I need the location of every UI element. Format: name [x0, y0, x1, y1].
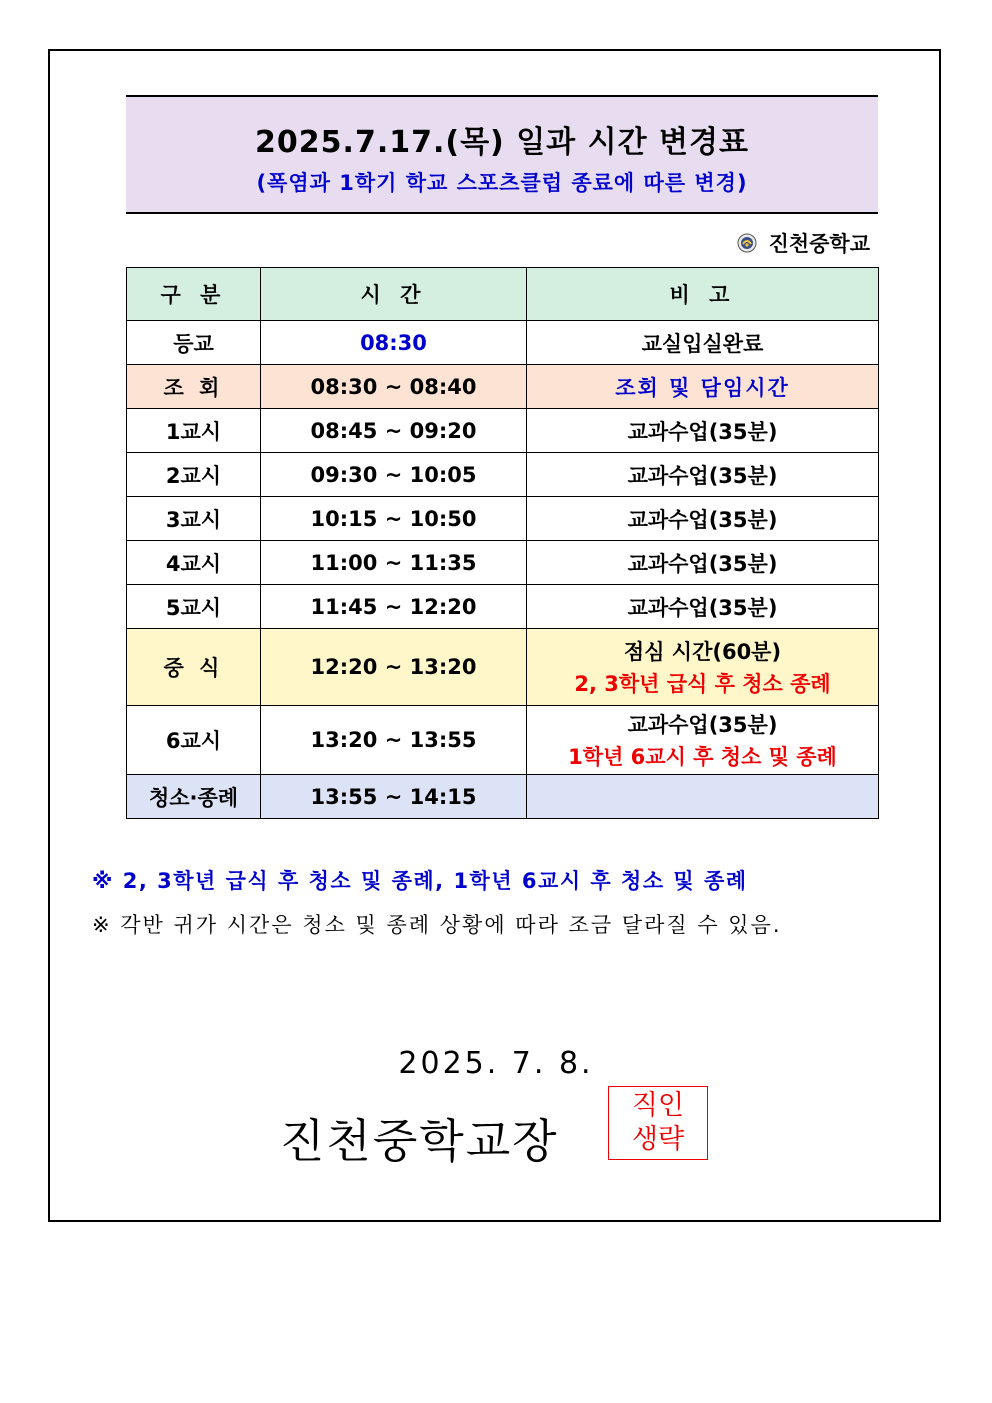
document-title: 2025.7.17.(목) 일과 시간 변경표: [255, 125, 749, 160]
note-line-1: ※ 2, 3학년 급식 후 청소 및 종례, 1학년 6교시 후 청소 및 종례: [92, 869, 748, 893]
table-row: [127, 321, 879, 365]
note-cell: 교과수업(35분): [527, 497, 879, 541]
period-cell: 2교시: [127, 453, 261, 497]
time-cell: 08:30: [261, 321, 527, 365]
column-header-time: 시 간: [261, 268, 527, 321]
table-row: [127, 775, 879, 819]
notes-block: [92, 865, 782, 939]
period-cell: 6교시: [127, 706, 261, 775]
period-cell: 3교시: [127, 497, 261, 541]
note-cell: 교과수업(35분): [527, 453, 879, 497]
period-cell: 4교시: [127, 541, 261, 585]
note-cell: 교과수업(35분): [527, 409, 879, 453]
time-cell: 13:20 ~ 13:55: [261, 706, 527, 775]
table-row: [127, 497, 879, 541]
period-cell: 5교시: [127, 585, 261, 629]
column-header-note: 비 고: [527, 268, 879, 321]
time-cell: 08:30 ~ 08:40: [261, 365, 527, 409]
principal-title: 진천중학교장: [280, 1114, 559, 1168]
stamp-line-1: 직인: [631, 1090, 685, 1121]
note-line-2: ※ 각반 귀가 시간은 청소 및 종례 상황에 따라 조금 달라질 수 있음.: [92, 913, 782, 937]
note-line: 점심 시간(60분): [623, 640, 782, 664]
note-cell: 교실입실완료: [527, 321, 879, 365]
period-cell: 청소·종례: [127, 775, 261, 819]
period-cell: 중 식: [127, 629, 261, 706]
table-header-row: [127, 268, 879, 321]
title-box: [126, 95, 878, 214]
time-cell: 09:30 ~ 10:05: [261, 453, 527, 497]
note-line: 교과수업(35분): [627, 713, 778, 737]
note-line-red: 2, 3학년 급식 후 청소 종례: [574, 672, 831, 696]
school-emblem-icon: [737, 233, 757, 253]
note-cell: 교과수업(35분): [527, 541, 879, 585]
table-row: [127, 706, 879, 775]
time-cell: 11:45 ~ 12:20: [261, 585, 527, 629]
period-cell: 등교: [127, 321, 261, 365]
stamp-line-2: 생략: [631, 1124, 685, 1155]
table-row: [127, 409, 879, 453]
time-cell: 13:55 ~ 14:15: [261, 775, 527, 819]
note-cell: 조회 및 담임시간: [527, 365, 879, 409]
column-header-period: 구 분: [127, 268, 261, 321]
note-cell: [527, 629, 879, 706]
document-subtitle: (폭염과 1학기 학교 스포츠클럽 종료에 따른 변경): [256, 171, 748, 195]
issue-date: 2025. 7. 8.: [398, 1046, 594, 1081]
period-cell: 조 회: [127, 365, 261, 409]
time-cell: 10:15 ~ 10:50: [261, 497, 527, 541]
time-cell: 11:00 ~ 11:35: [261, 541, 527, 585]
schedule-table: [126, 267, 879, 819]
table-row: [127, 541, 879, 585]
seal-omitted-stamp: [608, 1086, 708, 1160]
school-name-line: [737, 228, 870, 258]
time-cell: 08:45 ~ 09:20: [261, 409, 527, 453]
table-row: [127, 365, 879, 409]
table-row: [127, 585, 879, 629]
table-row: [127, 453, 879, 497]
note-cell: [527, 706, 879, 775]
note-cell: 교과수업(35분): [527, 585, 879, 629]
table-row: [127, 629, 879, 706]
school-name: 진천중학교: [768, 232, 870, 256]
time-cell: 12:20 ~ 13:20: [261, 629, 527, 706]
note-cell: [527, 775, 879, 819]
note-line-red: 1학년 6교시 후 청소 및 종례: [568, 745, 837, 769]
period-cell: 1교시: [127, 409, 261, 453]
